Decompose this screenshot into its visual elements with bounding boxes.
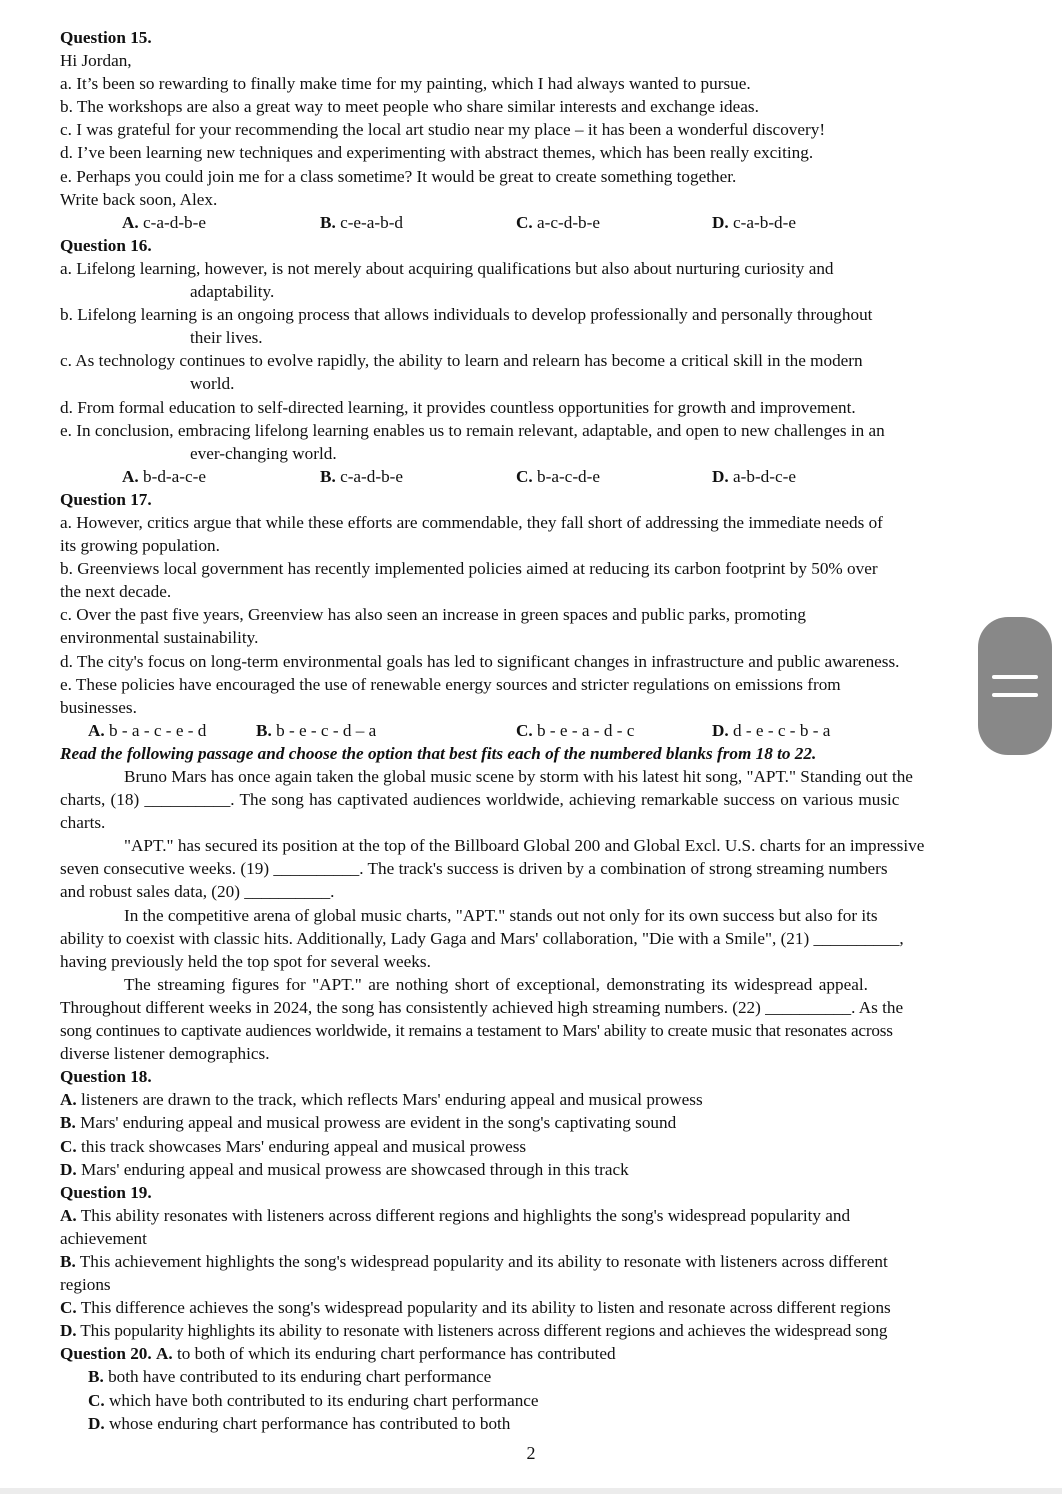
q19-choice-d[interactable]: D. This popularity highlights its ability to resonate with listeners across different regions and achieves the widespread song <box>60 1321 888 1341</box>
q18-choice-c[interactable]: C. this track showcases Mars' enduring appeal and musical prowess <box>60 1136 527 1156</box>
q17-option-d[interactable]: D. d - e - c - b - a <box>712 720 831 740</box>
q20-choice-b[interactable]: B. both have contributed to its enduring chart performance <box>88 1367 492 1387</box>
q20-choice-c[interactable]: C. which have both contributed to its enduring chart performance <box>88 1390 539 1410</box>
q17-option-b[interactable]: B. b - e - c - d – a <box>256 720 377 740</box>
q20-choice-a[interactable]: Question 20. A. to both of which its enduring chart performance has contributed <box>60 1344 616 1364</box>
q20-choice-d[interactable]: D. whose enduring chart performance has contributed to both <box>88 1413 511 1433</box>
q17-options <box>60 719 1036 742</box>
q18-choice-d[interactable]: D. Mars' enduring appeal and musical prowess are showcased through in this track <box>60 1159 629 1179</box>
q16-option-c[interactable]: C. b-a-c-d-e <box>516 466 600 486</box>
passage-paragraph-2: "APT." has secured its position at the top of the Billboard Global 200 and Global Excl. U.S. charts for an impressive seven consecutive weeks. (19) __________. The track's success is driven by a combination of strong streaming numbers and robust sales data, (20) __________. <box>60 836 925 902</box>
drag-handle-line-icon <box>992 675 1038 679</box>
q17-line-e: e. These policies have encouraged the use of renewable energy sources and stricter regulations on emissions from businesses. <box>60 674 841 717</box>
q15-greeting: Hi Jordan, <box>60 51 132 71</box>
question-16-title: Question 16. <box>60 235 152 255</box>
q19-choice-c[interactable]: C. This difference achieves the song's widespread popularity and its ability to listen and resonate across different regions <box>60 1298 891 1318</box>
q15-option-a[interactable]: A. c-a-d-b-e <box>122 212 206 232</box>
passage-paragraph-4: The streaming figures for "APT." are nothing short of exceptional, demonstrating its widespread appeal. Throughout different weeks in 2024, the song has consistently achieved high streaming numbers. (22) __________. As the song continues to captivate audiences worldwide, it remains a testament to Mars' ability to create music that resonates across diverse listener demographics. <box>60 974 904 1064</box>
q17-line-c: c. Over the past five years, Greenview has also seen an increase in green spaces and public parks, promoting environmental sustainability. <box>60 605 806 648</box>
page-content <box>60 26 1036 1435</box>
q15-option-d[interactable]: D. c-a-b-d-e <box>712 212 796 232</box>
q19-choice-b[interactable]: B. This achievement highlights the song's widespread popularity and its ability to resonate with listeners across different regions <box>60 1251 888 1295</box>
question-15-title: Question 15. <box>60 28 152 47</box>
q16-options <box>60 465 1036 488</box>
q17-line-d: d. The city's focus on long-term environmental goals has led to significant changes in infrastructure and public awareness. <box>60 651 900 671</box>
question-19-title: Question 19. <box>60 1182 152 1202</box>
q16-line-b: b. Lifelong learning is an ongoing process that allows individuals to develop professionally and personally throughout their lives. <box>60 305 873 348</box>
question-17-title: Question 17. <box>60 489 152 509</box>
q18-choice-a[interactable]: A. listeners are drawn to the track, which reflects Mars' enduring appeal and musical prowess <box>60 1090 703 1110</box>
floating-drag-handle[interactable] <box>978 617 1052 755</box>
q16-line-c: c. As technology continues to evolve rapidly, the ability to learn and relearn has become a critical skill in the modern world. <box>60 351 863 394</box>
q15-line-a: a. It’s been so rewarding to finally make time for my painting, which I had always wanted to pursue. <box>60 74 751 94</box>
q18-choice-b[interactable]: B. Mars' enduring appeal and musical prowess are evident in the song's captivating sound <box>60 1113 677 1133</box>
q16-line-d: d. From formal education to self-directed learning, it provides countless opportunities for growth and improvement. <box>60 397 856 417</box>
passage-paragraph-1: Bruno Mars has once again taken the global music scene by storm with his latest hit song, "APT." Standing out the charts, (18) __________. The song has captivated audiences worldwide, achieving remarkable success on various music charts. <box>60 767 913 833</box>
q15-option-b[interactable]: B. c-e-a-b-d <box>320 212 404 232</box>
q15-option-c[interactable]: C. a-c-d-b-e <box>516 212 600 232</box>
q17-option-a[interactable]: A. b - a - c - e - d <box>88 720 207 740</box>
q19-choice-a[interactable]: A. This ability resonates with listeners across different regions and highlights the song's widespread popularity and achievement <box>60 1205 851 1248</box>
drag-handle-line-icon <box>992 693 1038 697</box>
page-number: 2 <box>526 1443 536 1463</box>
q16-line-e: e. In conclusion, embracing lifelong learning enables us to remain relevant, adaptable, and open to new challenges in an ever-changing world. <box>60 420 885 463</box>
q15-line-e: e. Perhaps you could join me for a class sometime? It would be great to create something together. <box>60 166 737 186</box>
page-bottom-border <box>0 1488 1062 1494</box>
question-18-title: Question 18. <box>60 1067 152 1087</box>
q17-line-a: a. However, critics argue that while these efforts are commendable, they fall short of addressing the immediate needs of its growing population. <box>60 512 883 556</box>
q16-line-a: a. Lifelong learning, however, is not merely about acquiring qualifications but also about nurturing curiosity and adaptability. <box>60 258 834 302</box>
q16-option-b[interactable]: B. c-a-d-b-e <box>320 466 404 486</box>
q15-options <box>60 211 1036 234</box>
q15-line-b: b. The workshops are also a great way to meet people who share similar interests and exchange ideas. <box>60 97 759 117</box>
q15-line-d: d. I’ve been learning new techniques and experimenting with abstract themes, which has been really exciting. <box>60 143 814 163</box>
q16-option-d[interactable]: D. a-b-d-c-e <box>712 466 796 486</box>
q17-line-b: b. Greenviews local government has recently implemented policies aimed at reducing its carbon footprint by 50% over the next decade. <box>60 559 878 602</box>
passage-instruction: Read the following passage and choose the option that best fits each of the numbered blanks from 18 to 22. <box>60 743 817 763</box>
q15-line-c: c. I was grateful for your recommending the local art studio near my place – it has been a wonderful discovery! <box>60 120 826 140</box>
q17-option-c[interactable]: C. b - e - a - d - c <box>516 720 635 740</box>
question-20-title: Question 20. <box>60 1344 152 1364</box>
q16-option-a[interactable]: A. b-d-a-c-e <box>122 466 206 486</box>
q15-closing: Write back soon, Alex. <box>60 189 218 209</box>
passage-paragraph-3: In the competitive arena of global music charts, "APT." stands out not only for its own success but also for its ability to coexist with classic hits. Additionally, Lady Gaga and Mars' collaboration, "Die with a Smile", (21) __________, having previously held the top spot for several weeks. <box>60 905 904 971</box>
